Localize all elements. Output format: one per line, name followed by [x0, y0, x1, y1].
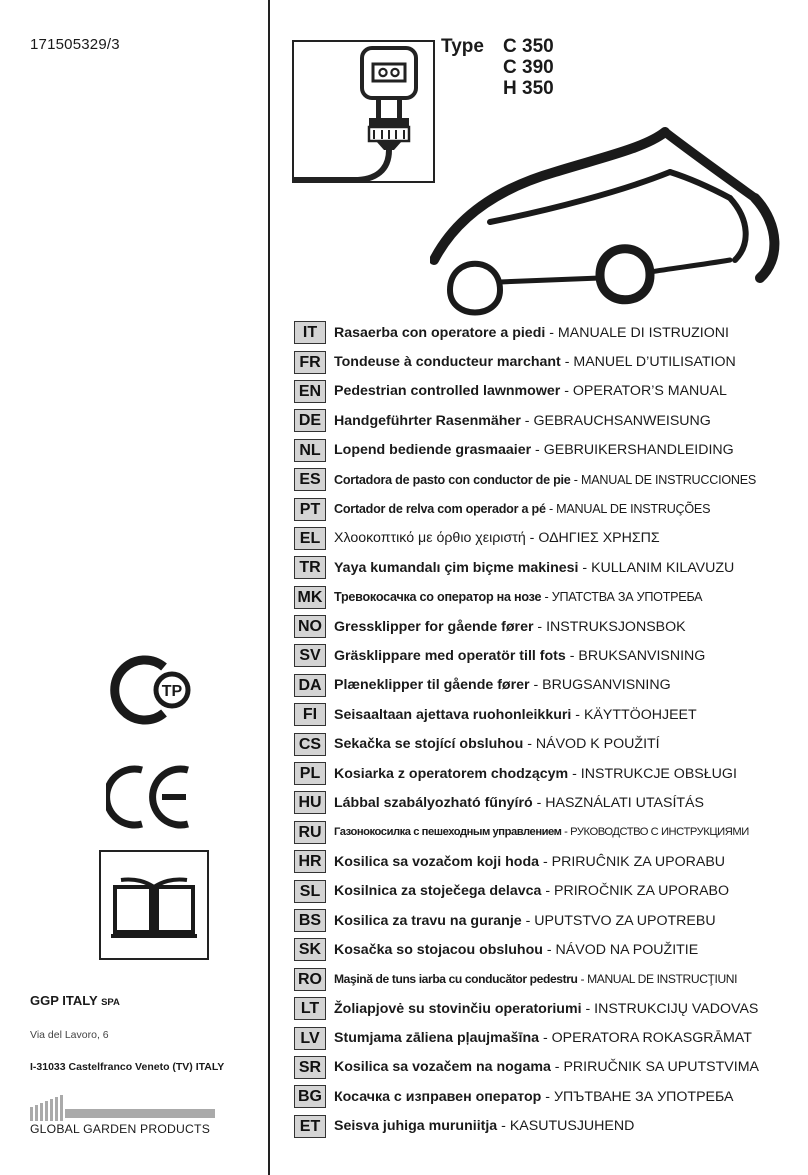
- manual-title: MANUAL DE INSTRUÇÕES: [556, 502, 711, 517]
- manual-title: ΟΔΗΓΙΕΣ ΧΡΗΣΠΣ: [538, 530, 660, 547]
- language-code: SV: [294, 644, 326, 667]
- ce-mark-icon: [106, 762, 198, 832]
- product-title: Тревокосачка со оператор на нозе: [334, 590, 542, 605]
- language-code: SK: [294, 938, 326, 961]
- language-row-en: EN Pedestrian controlled lawnmower - OPERATOR’S MANUAL: [294, 377, 794, 406]
- product-title: Gressklipper for gående fører: [334, 618, 534, 635]
- product-title: Kosilica za travu na guranje: [334, 912, 522, 929]
- language-row-mk: MK Тревокосачка со оператор на нозе - УПАТСТВА ЗА УПОТРЕБА: [294, 583, 794, 612]
- manual-title: KÄYTTÖOHJEET: [583, 706, 697, 723]
- product-title: Cortadora de pasto con conductor de pie: [334, 472, 571, 487]
- read-manual-icon: [99, 850, 209, 960]
- product-title: Kosiarka z operatorem chodzącym: [334, 765, 569, 782]
- certification-mark-text: ТР: [161, 683, 183, 700]
- language-row-nl: NL Lopend bediende grasmaaier - GEBRUIKERSHANDLEIDING: [294, 436, 794, 465]
- manual-title: MANUEL D’UTILISATION: [573, 354, 736, 371]
- language-code: NO: [294, 615, 326, 638]
- product-title: Stumjama zāliena pļaujmašīna: [334, 1030, 540, 1047]
- language-row-it: IT Rasaerba con operatore a piedi - MANUALE DI ISTRUZIONI: [294, 318, 794, 347]
- product-title: Seisaaltaan ajettava ruohonleikkuri: [334, 706, 572, 723]
- plug-icon: [292, 40, 435, 183]
- language-code: EN: [294, 380, 326, 403]
- manual-title: HASZNÁLATI UTASÍTÁS: [545, 794, 704, 811]
- product-title: Seisva juhiga muruniitja: [334, 1118, 498, 1135]
- language-code: HR: [294, 850, 326, 873]
- language-row-pt: PT Cortador de relva com operador a pé - MANUAL DE INSTRUÇÕES: [294, 494, 794, 523]
- language-code: FI: [294, 703, 326, 726]
- product-title: Газонокосилка с пешеходным управлением: [334, 826, 562, 839]
- product-title: Kosilica sa vozačom koji hoda: [334, 853, 539, 870]
- language-code: SL: [294, 880, 326, 903]
- model-name: H 350: [503, 78, 554, 99]
- language-row-da: DA Plæneklipper til gående fører - BRUGSANVISNING: [294, 671, 794, 700]
- product-title: Žoliapjovė su stovinčiu operatoriumi: [334, 1000, 582, 1017]
- manual-title: INSTRUKSJONSBOK: [546, 618, 686, 635]
- product-title: Sekačka se stojící obsluhou: [334, 736, 524, 753]
- manual-title: BRUGSANVISNING: [542, 677, 671, 694]
- model-types: [441, 36, 554, 99]
- language-code: ES: [294, 468, 326, 491]
- manual-title: UPUTSTVO ZA UPOTREBU: [534, 912, 716, 929]
- manual-title: KASUTUSJUHEND: [509, 1118, 635, 1135]
- certification-mark-icon: [106, 655, 198, 725]
- language-code: BS: [294, 909, 326, 932]
- product-title: Handgeführter Rasenmäher: [334, 412, 521, 429]
- language-row-el: EL Χλοοκοπτικό με όρθιο χειριστή - ΟΔΗΓΙΕΣ ΧΡΗΣΠΣ: [294, 524, 794, 553]
- product-title: Kosačka so stojacou obsluhou: [334, 941, 543, 958]
- language-row-cs: CS Sekačka se stojící obsluhou - NÁVOD K POUŽITÍ: [294, 729, 794, 758]
- language-code: DA: [294, 674, 326, 697]
- language-row-et: ET Seisva juhiga muruniitja - KASUTUSJUHEND: [294, 1112, 794, 1141]
- language-code: IT: [294, 321, 326, 344]
- language-code: BG: [294, 1085, 326, 1108]
- vertical-divider: [268, 0, 270, 1175]
- manual-title: PRIRUČNIK SA UPUTSTVIMA: [563, 1059, 759, 1076]
- model-name: C 350: [503, 36, 554, 57]
- language-row-ro: RO Maşină de tuns iarba cu conducător pedestru - MANUAL DE INSTRUCŢIUNI: [294, 965, 794, 994]
- company-city: I-31033 Castelfranco Veneto (TV) ITALY: [30, 1061, 225, 1073]
- language-row-sk: SK Kosačka so stojacou obsluhou - NÁVOD NA POUŽITIE: [294, 935, 794, 964]
- language-row-de: DE Handgeführter Rasenmäher - GEBRAUCHSANWEISUNG: [294, 406, 794, 435]
- language-code: LV: [294, 1027, 326, 1050]
- language-row-fi: FI Seisaaltaan ajettava ruohonleikkuri - KÄYTTÖOHJEET: [294, 700, 794, 729]
- manual-title: NÁVOD K POUŽITÍ: [535, 736, 660, 753]
- manual-title: MANUALE DI ISTRUZIONI: [557, 324, 729, 341]
- language-row-lv: LV Stumjama zāliena pļaujmašīna - OPERATORA ROKASGRĀMAT: [294, 1023, 794, 1052]
- product-title: Yaya kumandalı çim biçme makinesi: [334, 559, 579, 576]
- language-row-ru: RU Газонокосилка с пешеходным управлением - РУКОВОДСТВО С ИНСТРУКЦИЯМИ: [294, 818, 794, 847]
- language-code: TR: [294, 556, 326, 579]
- brand-name: GLOBAL GARDEN PRODUCTS: [30, 1122, 211, 1136]
- manual-title: GEBRUIKERSHANDLEIDING: [543, 442, 734, 459]
- product-title: Maşină de tuns iarba cu conducător pedestru: [334, 972, 578, 987]
- language-code: RU: [294, 821, 326, 844]
- product-title: Pedestrian controlled lawnmower: [334, 383, 561, 400]
- language-code: PL: [294, 762, 326, 785]
- language-row-sv: SV Gräsklippare med operatör till fots - BRUKSANVISNING: [294, 641, 794, 670]
- manual-title: УПАТСТВА ЗА УПОТРЕБА: [551, 590, 703, 605]
- manual-title: OPERATOR’S MANUAL: [572, 383, 727, 400]
- language-code: HU: [294, 791, 326, 814]
- language-code: PT: [294, 498, 326, 521]
- language-row-hr: HR Kosilica sa vozačom koji hoda - PRIRUĈNIK ZA UPORABU: [294, 847, 794, 876]
- company-street: Via del Lavoro, 6: [30, 1029, 109, 1041]
- language-code: DE: [294, 409, 326, 432]
- manual-title: PRIRUĈNIK ZA UPORABU: [551, 853, 726, 870]
- language-code: RO: [294, 968, 326, 991]
- language-code: EL: [294, 527, 326, 550]
- manual-title: MANUAL DE INSTRUCCIONES: [581, 472, 757, 487]
- manual-title: УПЪТВАНЕ ЗА УПОТРЕБА: [553, 1088, 734, 1105]
- language-row-no: NO Gressklipper for gående fører - INSTRUKSJONSBOK: [294, 612, 794, 641]
- language-code: NL: [294, 439, 326, 462]
- language-row-fr: FR Tondeuse à conducteur marchant - MANUEL D’UTILISATION: [294, 347, 794, 376]
- product-title: Cortador de relva com operador a pé: [334, 502, 546, 517]
- manual-title: BRUKSANVISNING: [578, 647, 706, 664]
- manual-title: INSTRUKCIJŲ VADOVAS: [594, 1000, 759, 1017]
- language-row-hu: HU Lábbal szabályozható fűnyíró - HASZNÁLATI UTASÍTÁS: [294, 788, 794, 817]
- language-row-bg: BG Косачка с изправен оператор - УПЪТВАНЕ ЗА УПОТРЕБА: [294, 1082, 794, 1111]
- product-title: Kosilica sa vozačem na nogama: [334, 1059, 551, 1076]
- language-row-bs: BS Kosilica za travu na guranje - UPUTSTVO ZA UPOTREBU: [294, 906, 794, 935]
- language-code: FR: [294, 351, 326, 374]
- language-row-sl: SL Kosilnica za stoječega delavca - PRIROČNIK ZA UPORABO: [294, 876, 794, 905]
- manual-title: PRIROČNIK ZA UPORABO: [554, 883, 730, 900]
- manual-title: NÁVOD NA POUŽITIE: [555, 941, 699, 958]
- company-name: GGP ITALY SPA: [30, 993, 120, 1008]
- language-code: SR: [294, 1056, 326, 1079]
- product-title: Kosilnica za stoječega delavca: [334, 883, 542, 900]
- type-label: Type: [441, 36, 484, 57]
- product-title: Rasaerba con operatore a piedi: [334, 324, 546, 341]
- language-list: [294, 318, 794, 1141]
- manual-title: РУКОВОДСТВО С ИНСТРУКЦИЯМИ: [570, 826, 749, 839]
- language-row-es: ES Cortadora de pasto con conductor de pie - MANUAL DE INSTRUCCIONES: [294, 465, 794, 494]
- language-code: LT: [294, 997, 326, 1020]
- manual-title: GEBRAUCHSANWEISUNG: [533, 412, 711, 429]
- language-code: CS: [294, 733, 326, 756]
- language-code: MK: [294, 586, 326, 609]
- manual-title: OPERATORA ROKASGRĀMAT: [551, 1030, 752, 1047]
- product-title: Lopend bediende grasmaaier: [334, 442, 532, 459]
- manual-title: MANUAL DE INSTRUCŢIUNI: [587, 972, 738, 987]
- language-row-tr: TR Yaya kumandalı çim biçme makinesi - KULLANIM KILAVUZU: [294, 553, 794, 582]
- product-title: Tondeuse à conducteur marchant: [334, 354, 561, 371]
- product-title: Plæneklipper til gående fører: [334, 677, 530, 694]
- product-title: Gräsklippare med operatör till fots: [334, 647, 566, 664]
- global-garden-logo: [30, 1093, 220, 1121]
- product-title: Χλοοκοπτικό με όρθιο χειριστή: [334, 530, 526, 547]
- lawnmower-icon: [430, 110, 790, 320]
- product-title: Косачка с изправен оператор: [334, 1088, 542, 1105]
- language-row-sr: SR Kosilica sa vozačem na nogama - PRIRUČNIK SA UPUTSTVIMA: [294, 1053, 794, 1082]
- product-title: Lábbal szabályozható fűnyíró: [334, 794, 533, 811]
- manual-title: INSTRUKCJE OBSŁUGI: [580, 765, 737, 782]
- document-code: 171505329/3: [30, 36, 120, 53]
- language-row-lt: LT Žoliapjovė su stovinčiu operatoriumi - INSTRUKCIJŲ VADOVAS: [294, 994, 794, 1023]
- language-row-pl: PL Kosiarka z operatorem chodzącym - INSTRUKCJE OBSŁUGI: [294, 759, 794, 788]
- model-name: C 390: [503, 57, 554, 78]
- manual-title: KULLANIM KILAVUZU: [591, 559, 735, 576]
- language-code: ET: [294, 1115, 326, 1138]
